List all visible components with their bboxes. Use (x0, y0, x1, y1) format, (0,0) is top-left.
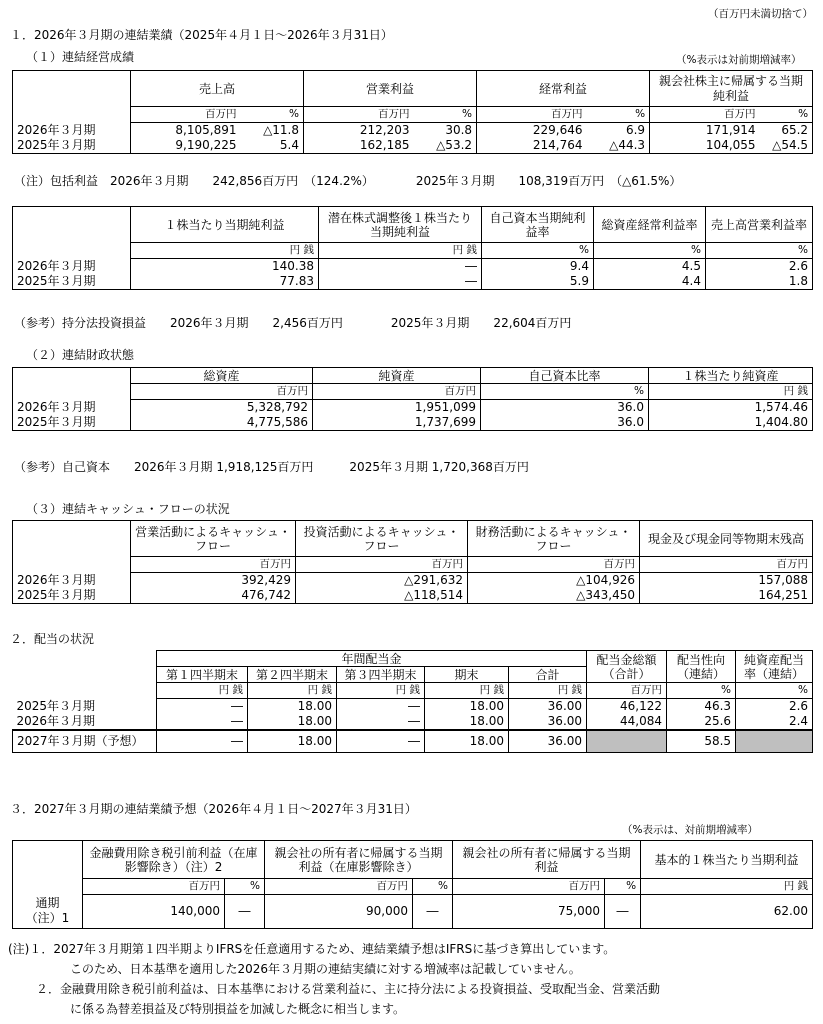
unit-cell: 円 銭 (641, 879, 813, 895)
cell: 162,185 (304, 138, 414, 154)
cell: 104,055 (650, 138, 760, 154)
header-net-income: 親会社株主に帰属する当期純利益 (650, 71, 813, 107)
table-row (13, 699, 813, 715)
section1-title: １．2026年３月期の連結業績（2025年４月１日～2026年３月31日） (10, 28, 393, 42)
cell: ― (337, 699, 425, 715)
header-cash-end: 現金及び現金同等物期末残高 (640, 521, 813, 557)
results-table (12, 70, 813, 154)
cell: 140.38 (131, 259, 319, 275)
sub1-title: （１）連結経営成績 (26, 50, 135, 64)
cell: △118,514 (296, 588, 468, 604)
cell: 4.4 (594, 274, 706, 290)
unit-cell: 円 銭 (131, 243, 319, 259)
row-label: 2025年３月期 (13, 138, 131, 154)
cell: ― (413, 895, 453, 929)
header-q2: 第２四半期末 (248, 667, 337, 683)
row-label: 2025年３月期 (13, 274, 131, 290)
cell: 171,914 (650, 123, 760, 139)
header-net-excl-inv: 親会社の所有者に帰属する当期利益（在庫影響除き） (265, 841, 453, 879)
unit-cell: 百万円 (453, 879, 605, 895)
cell: 36.00 (509, 730, 587, 752)
cell: 1,574.46 (649, 400, 813, 416)
per-share-table (12, 206, 813, 290)
cell-shaded (587, 730, 667, 752)
unit-cell: 円 銭 (248, 683, 337, 699)
header-diluted-eps: 潜在株式調整後１株当たり当期純利益 (319, 207, 482, 243)
comprehensive-income-note: （注）包括利益 2026年３月期 242,856百万円 （124.2%） 2025年３月期 108,319百万円 （△61.5%） (14, 174, 682, 188)
row-label: 2026年３月期 (13, 714, 157, 730)
cell: 2.6 (736, 699, 813, 715)
cell: ― (157, 714, 248, 730)
cell: △343,450 (468, 588, 640, 604)
cell: 46.3 (667, 699, 736, 715)
section2-title: ２．配当の状況 (10, 632, 95, 646)
cell: 36.0 (481, 400, 649, 416)
cell: 164,251 (640, 588, 813, 604)
cell: 5,328,792 (131, 400, 313, 416)
table-row (13, 588, 813, 604)
cell: 2.4 (736, 714, 813, 730)
header-roe: 自己資本当期純利益率 (482, 207, 594, 243)
cell-shaded (736, 730, 813, 752)
unit-cell: 円 銭 (337, 683, 425, 699)
cell: ― (319, 274, 482, 290)
cell: △291,632 (296, 573, 468, 589)
header-payout-ratio: 配当性向（連結） (667, 651, 736, 683)
cell: ― (157, 730, 248, 752)
cell: 18.00 (425, 714, 509, 730)
header-total-assets: 総資産 (131, 368, 313, 384)
footnote-1: (注)１．2027年３月期第１四半期よりIFRSを任意適用するため、連結業績予想はIFRSに基づき算出しています。 (8, 942, 616, 956)
header-q3: 第３四半期末 (337, 667, 425, 683)
equity-method-note: （参考）持分法投資損益 2026年３月期 2,456百万円 2025年３月期 22,604百万円 (14, 316, 572, 330)
cell: △53.2 (414, 138, 477, 154)
unit-cell: 円 銭 (319, 243, 482, 259)
unit-cell: % (605, 879, 641, 895)
row-label (13, 895, 83, 929)
cell: ― (337, 714, 425, 730)
table-row (13, 138, 813, 154)
cell: ― (319, 259, 482, 275)
unit-cell: % (667, 683, 736, 699)
cell: 36.00 (509, 699, 587, 715)
unit-cell: 百万円 (587, 683, 667, 699)
row-label-line2: （注）1 (25, 911, 70, 926)
cell: 58.5 (667, 730, 736, 752)
cell: 36.0 (481, 415, 649, 431)
cell: 18.00 (425, 699, 509, 715)
header-eps: １株当たり当期純利益 (131, 207, 319, 243)
unit-cell: % (587, 107, 650, 123)
table-row (13, 895, 813, 929)
cell: 1,737,699 (313, 415, 481, 431)
cell: 212,203 (304, 123, 414, 139)
header-year-end: 期末 (425, 667, 509, 683)
unit-cell: % (760, 107, 813, 123)
cell: 1.8 (706, 274, 813, 290)
unit-cell: % (736, 683, 813, 699)
cell: ― (337, 730, 425, 752)
cell: 46,122 (587, 699, 667, 715)
equity-note: （参考）自己資本 2026年３月期 1,918,125百万円 2025年３月期 1,720,368百万円 (14, 460, 529, 474)
unit-cell: 百万円 (477, 107, 587, 123)
cell: 77.83 (131, 274, 319, 290)
header-total-dividend: 配当金総額（合計） (587, 651, 667, 683)
financial-position-table (12, 367, 813, 431)
row-label: 2027年３月期（予想） (13, 730, 157, 752)
cell: 8,105,891 (131, 123, 241, 139)
row-label: 2026年３月期 (13, 573, 131, 589)
cell: 9,190,225 (131, 138, 241, 154)
unit-cell: 百万円 (640, 557, 813, 573)
cell: 18.00 (425, 730, 509, 752)
cell: 25.6 (667, 714, 736, 730)
unit-cell: 百万円 (265, 879, 413, 895)
header-basic-eps: 基本的１株当たり当期利益 (641, 841, 813, 879)
cell: 18.00 (248, 730, 337, 752)
unit-cell: % (706, 243, 813, 259)
row-label: 2026年３月期 (13, 259, 131, 275)
cell: 4.5 (594, 259, 706, 275)
cell: 18.00 (248, 699, 337, 715)
unit-cell: % (482, 243, 594, 259)
header-sales: 売上高 (131, 71, 304, 107)
cell: 392,429 (131, 573, 296, 589)
dividend-table (12, 650, 813, 753)
cell: ― (157, 699, 248, 715)
cell: 9.4 (482, 259, 594, 275)
row-label: 2026年３月期 (13, 123, 131, 139)
header-pretax: 金融費用除き税引前利益（在庫影響除き）（注）2 (83, 841, 265, 879)
header-doe: 純資産配当率（連結） (736, 651, 813, 683)
cell: 5.4 (241, 138, 304, 154)
cell: 1,404.80 (649, 415, 813, 431)
cell: ― (225, 895, 265, 929)
header-net: 親会社の所有者に帰属する当期利益 (453, 841, 641, 879)
header-roa: 総資産経常利益率 (594, 207, 706, 243)
unit-cell: 百万円 (83, 879, 225, 895)
cell: △104,926 (468, 573, 640, 589)
header-total: 合計 (509, 667, 587, 683)
row-label: 2025年３月期 (13, 415, 131, 431)
cell: 214,764 (477, 138, 587, 154)
cell: 2.6 (706, 259, 813, 275)
cell: 75,000 (453, 895, 605, 929)
unit-note: （百万円未満切捨て） (708, 8, 813, 20)
cell: 6.9 (587, 123, 650, 139)
cell: 476,742 (131, 588, 296, 604)
table-row (13, 714, 813, 730)
header-fin-cf: 財務活動によるキャッシュ・フロー (468, 521, 640, 557)
table-row-forecast (13, 730, 813, 752)
cell: △54.5 (760, 138, 813, 154)
row-label: 2025年３月期 (13, 588, 131, 604)
unit-cell: 百万円 (304, 107, 414, 123)
cell: 44,084 (587, 714, 667, 730)
cell: 90,000 (265, 895, 413, 929)
unit-cell: % (413, 879, 453, 895)
cell: 229,646 (477, 123, 587, 139)
header-op-cf: 営業活動によるキャッシュ・フロー (131, 521, 296, 557)
cell: 5.9 (482, 274, 594, 290)
cell: 1,951,099 (313, 400, 481, 416)
cell: 18.00 (248, 714, 337, 730)
table-row (13, 123, 813, 139)
table-row (13, 415, 813, 431)
header-op-income: 営業利益 (304, 71, 477, 107)
footnote-2-cont: に係る為替差損益及び特別損益を加減した概念に相当します。 (70, 1002, 406, 1016)
unit-cell: 円 銭 (425, 683, 509, 699)
cell: 65.2 (760, 123, 813, 139)
header-bps: １株当たり純資産 (649, 368, 813, 384)
footnote-2: ２．金融費用除き税引前利益は、日本基準における営業利益に、主に持分法による投資損益、受取配当金、営業活動 (36, 982, 661, 996)
table-row (13, 274, 813, 290)
table-row (13, 259, 813, 275)
header-ord-income: 経常利益 (477, 71, 650, 107)
sub2-title: （２）連結財政状態 (26, 348, 135, 362)
sub3-title: （３）連結キャッシュ・フローの状況 (26, 502, 230, 516)
header-equity-ratio: 自己資本比率 (481, 368, 649, 384)
footnote-1-cont: このため、日本基準を適用した2026年３月期の連結実績に対する増減率は記載していません。 (70, 962, 581, 976)
header-q1: 第１四半期末 (157, 667, 248, 683)
header-op-margin: 売上高営業利益率 (706, 207, 813, 243)
cell: 157,088 (640, 573, 813, 589)
cell: △44.3 (587, 138, 650, 154)
cashflow-table (12, 520, 813, 604)
cell: 4,775,586 (131, 415, 313, 431)
row-label-line1: 通期 (35, 896, 60, 911)
cell: 36.00 (509, 714, 587, 730)
header-annual-dividend: 年間配当金 (157, 651, 587, 667)
forecast-table (12, 840, 813, 929)
table-row (13, 573, 813, 589)
sub1-pct-note: （%表示は対前期増減率） (676, 54, 802, 66)
unit-cell: 百万円 (313, 384, 481, 400)
cell: 30.8 (414, 123, 477, 139)
unit-cell: 百万円 (131, 107, 241, 123)
cell: 62.00 (641, 895, 813, 929)
row-label: 2025年３月期 (13, 699, 157, 715)
table-row (13, 400, 813, 416)
unit-cell: % (481, 384, 649, 400)
s3-pct-note: （%表示は、対前期増減率） (622, 824, 758, 836)
cell: △11.8 (241, 123, 304, 139)
header-net-assets: 純資産 (313, 368, 481, 384)
unit-cell: % (414, 107, 477, 123)
cell: 140,000 (83, 895, 225, 929)
unit-cell: 百万円 (131, 557, 296, 573)
unit-cell: 円 銭 (157, 683, 248, 699)
row-label: 2026年３月期 (13, 400, 131, 416)
unit-cell: % (241, 107, 304, 123)
unit-cell: % (225, 879, 265, 895)
cell: ― (605, 895, 641, 929)
unit-cell: 百万円 (131, 384, 313, 400)
unit-cell: 百万円 (468, 557, 640, 573)
unit-cell: 百万円 (296, 557, 468, 573)
unit-cell: 百万円 (650, 107, 760, 123)
unit-cell: 円 銭 (509, 683, 587, 699)
section3-title: ３．2027年３月期の連結業績予想（2026年４月１日～2027年３月31日） (10, 802, 417, 816)
unit-cell: 円 銭 (649, 384, 813, 400)
unit-cell: % (594, 243, 706, 259)
header-inv-cf: 投資活動によるキャッシュ・フロー (296, 521, 468, 557)
